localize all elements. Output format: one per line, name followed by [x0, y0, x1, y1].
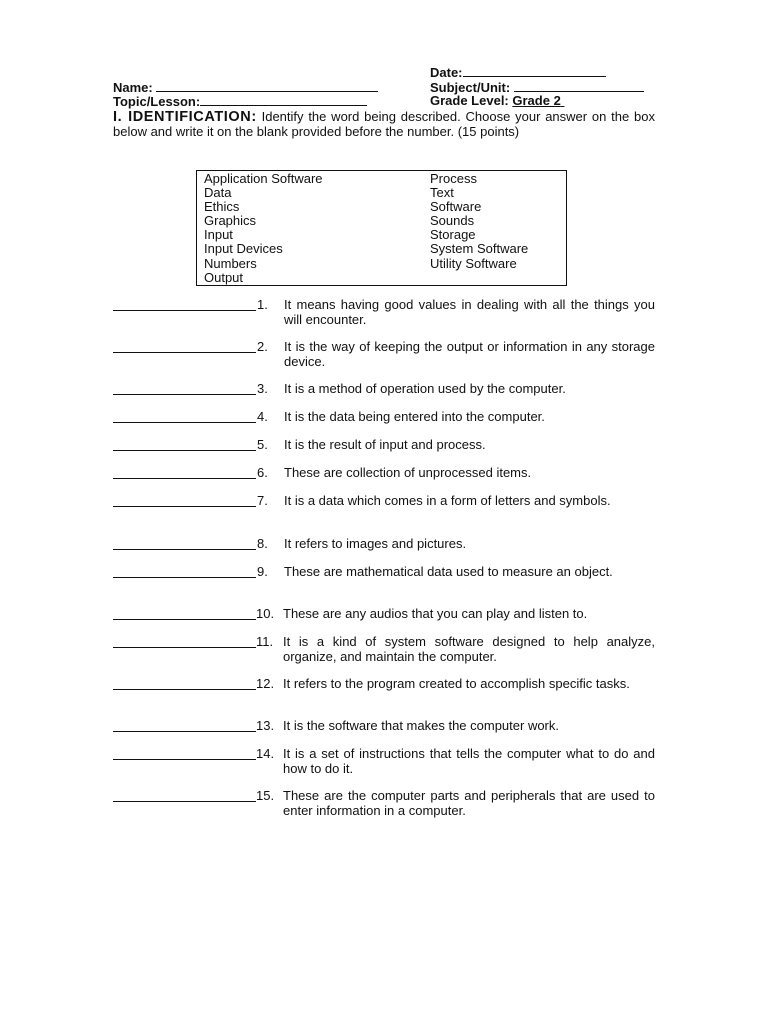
question-number: 1.: [257, 297, 268, 312]
word-bank-left-column: [204, 172, 323, 285]
name-label: Name:: [113, 80, 153, 95]
topic-label: Topic/Lesson:: [113, 94, 201, 109]
question-11: [113, 635, 655, 664]
question-number: 10.: [256, 606, 275, 621]
answer-blank[interactable]: [113, 478, 256, 479]
question-1: [113, 298, 655, 327]
word-bank-item: Application Software: [204, 171, 323, 186]
question-9: [113, 565, 655, 580]
word-bank-item: Sounds: [430, 213, 475, 229]
word-bank-item: Input Devices: [204, 241, 283, 257]
question-3: [113, 382, 655, 397]
date-label: Date:: [430, 65, 463, 80]
question-number: 13.: [256, 718, 275, 733]
question-number: 15.: [256, 788, 275, 803]
answer-blank[interactable]: [113, 577, 256, 578]
question-12: [113, 677, 655, 692]
answer-blank[interactable]: [113, 801, 256, 802]
word-bank-item: Graphics: [204, 213, 257, 229]
question-text: It is the software that makes the computer work.: [283, 718, 560, 733]
answer-blank[interactable]: [113, 450, 256, 451]
question-text: It is the result of input and process.: [284, 437, 486, 452]
answer-blank[interactable]: [113, 352, 256, 353]
date-field: [430, 65, 606, 80]
answer-blank[interactable]: [113, 731, 256, 732]
word-bank-item: Numbers: [204, 255, 257, 271]
question-text: It is a kind of system software designed to help analyze, organize, and maintain the computer.: [283, 634, 655, 664]
question-number: 11.: [256, 634, 274, 649]
question-number: 3.: [257, 381, 268, 396]
question-5: [113, 438, 655, 453]
grade-value: Grade 2: [512, 93, 561, 108]
answer-blank[interactable]: [113, 549, 256, 550]
question-text: It is the data being entered into the computer.: [284, 409, 545, 424]
question-7: [113, 494, 655, 509]
subject-blank[interactable]: [514, 80, 644, 92]
question-text: These are the computer parts and peripherals that are used to enter information in a computer.: [283, 788, 655, 818]
question-10: [113, 607, 655, 622]
instructions-text: Identify the word being described. Choose your answer on the box below and write it on the blank provided before the number. (15 points): [113, 109, 655, 139]
question-text: These are collection of unprocessed items.: [284, 465, 532, 480]
answer-blank[interactable]: [113, 689, 256, 690]
word-bank-right-column: [430, 172, 528, 271]
question-text: It is the way of keeping the output or information in any storage device.: [284, 339, 655, 369]
answer-blank[interactable]: [113, 619, 256, 620]
question-number: 2.: [257, 339, 268, 354]
word-bank-item: Process: [430, 171, 477, 186]
question-number: 7.: [257, 493, 268, 508]
name-field: [113, 80, 378, 95]
question-14: [113, 747, 655, 776]
word-bank-item: Text: [430, 185, 454, 201]
question-number: 5.: [257, 437, 268, 452]
question-15: [113, 789, 655, 818]
word-bank-item: Input: [204, 227, 233, 243]
answer-blank[interactable]: [113, 647, 256, 648]
question-text: It means having good values in dealing with all the things you will encounter.: [284, 297, 655, 327]
topic-field: [113, 94, 367, 109]
word-bank-item: Data: [204, 185, 232, 201]
question-text: It refers to images and pictures.: [284, 536, 467, 551]
question-2: [113, 340, 655, 369]
question-6: [113, 466, 655, 481]
question-4: [113, 410, 655, 425]
question-text: It refers to the program created to accomplish specific tasks.: [283, 676, 630, 691]
question-text: These are any audios that you can play and listen to.: [283, 606, 588, 621]
topic-blank[interactable]: [200, 94, 367, 106]
answer-blank[interactable]: [113, 310, 256, 311]
answer-blank[interactable]: [113, 422, 256, 423]
subject-label: Subject/Unit:: [430, 80, 511, 95]
question-8: [113, 537, 655, 552]
word-bank-item: Ethics: [204, 199, 240, 215]
name-blank[interactable]: [156, 80, 378, 92]
word-bank-item: Software: [430, 199, 482, 215]
word-bank-item: Utility Software: [430, 255, 517, 271]
word-bank-item: System Software: [430, 241, 529, 257]
answer-blank[interactable]: [113, 759, 256, 760]
question-number: 14.: [256, 746, 275, 761]
grade-label: Grade Level:: [430, 93, 509, 108]
question-text: It is a set of instructions that tells the computer what to do and how to do it.: [283, 746, 655, 776]
instructions: [113, 110, 655, 139]
question-number: 4.: [257, 409, 268, 424]
question-13: [113, 719, 655, 734]
question-number: 6.: [257, 465, 268, 480]
word-bank-item: Storage: [430, 227, 476, 243]
question-number: 9.: [257, 564, 268, 579]
question-number: 8.: [257, 536, 268, 551]
word-bank-box: [196, 170, 567, 286]
question-text: It is a data which comes in a form of letters and symbols.: [284, 493, 611, 508]
answer-blank[interactable]: [113, 394, 256, 395]
word-bank-item: Output: [204, 269, 244, 285]
question-number: 12.: [256, 676, 275, 691]
section-heading: I. IDENTIFICATION:: [113, 109, 257, 125]
question-text: These are mathematical data used to measure an object.: [284, 564, 613, 579]
answer-blank[interactable]: [113, 506, 256, 507]
grade-field: [430, 94, 564, 108]
question-text: It is a method of operation used by the computer.: [284, 381, 566, 396]
date-blank[interactable]: [463, 65, 606, 77]
